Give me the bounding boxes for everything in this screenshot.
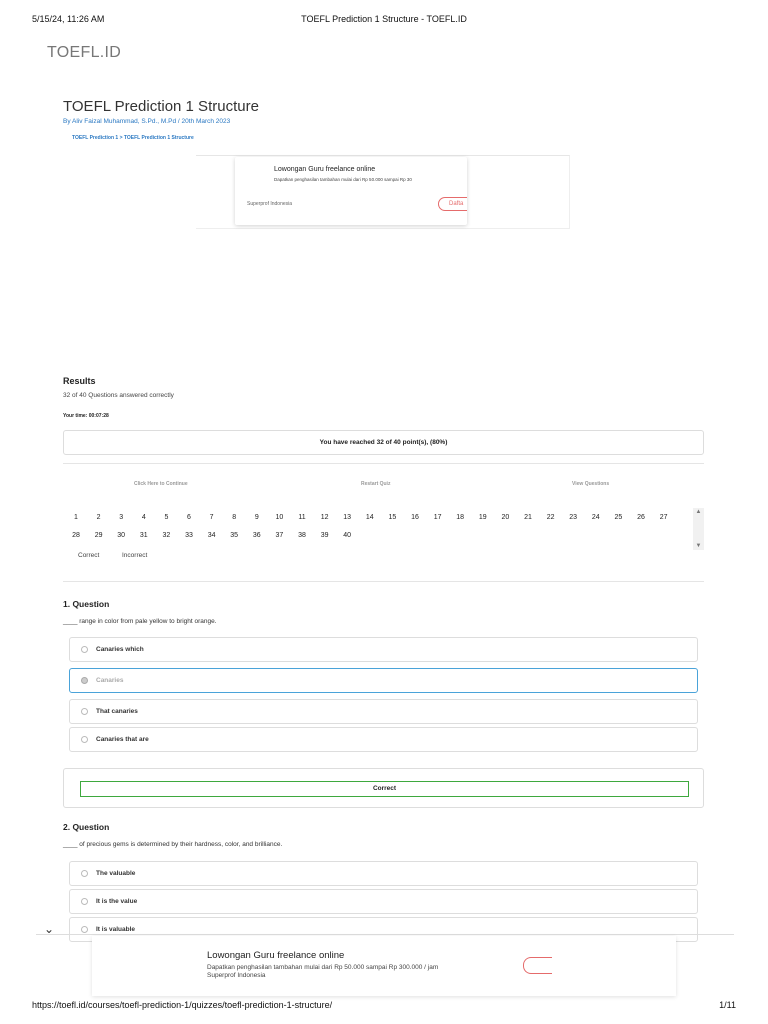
- question-number[interactable]: 16: [411, 514, 419, 521]
- answer-option-label: Canaries which: [96, 646, 144, 653]
- ad-brand: Superprof Indonesia: [207, 972, 266, 979]
- radio-icon[interactable]: [81, 677, 88, 684]
- breadcrumb[interactable]: TOEFL Prediction 1 > TOEFL Prediction 1 Structure: [72, 135, 194, 141]
- ad-card-bottom[interactable]: [92, 936, 676, 996]
- ad-description: Dapatkan penghasilan tambahan mulai dari Rp 50.000 sampai Rp 300.000 / jam: [207, 964, 439, 971]
- ad-title[interactable]: Lowongan Guru freelance online: [274, 166, 376, 173]
- question-number[interactable]: 10: [275, 514, 284, 521]
- question-number[interactable]: 9: [254, 514, 259, 521]
- scrollbar[interactable]: [693, 508, 704, 550]
- triangle-down-icon[interactable]: ▼: [695, 543, 702, 549]
- triangle-up-icon[interactable]: ▲: [695, 509, 702, 515]
- question-number[interactable]: 28: [72, 532, 80, 539]
- question-number[interactable]: 8: [232, 514, 237, 521]
- question-number[interactable]: 13: [343, 514, 352, 521]
- question-number[interactable]: 5: [164, 514, 169, 521]
- print-date: 5/15/24, 11:26 AM: [32, 14, 105, 24]
- question-number[interactable]: 38: [298, 532, 306, 539]
- restart-quiz-button[interactable]: Restart Quiz: [361, 481, 391, 487]
- print-page-number: 1/11: [719, 1000, 736, 1010]
- question-number[interactable]: 15: [388, 514, 397, 521]
- question-number[interactable]: 40: [343, 532, 352, 539]
- feedback-box: [63, 768, 704, 808]
- legend-correct: Correct: [78, 552, 100, 559]
- question-title: 1. Question: [63, 599, 110, 609]
- radio-icon[interactable]: [81, 708, 88, 715]
- question-number[interactable]: 20: [501, 514, 510, 521]
- legend-incorrect: Incorrect: [122, 552, 148, 559]
- question-number[interactable]: 25: [614, 514, 623, 521]
- answer-option-label: That canaries: [96, 708, 138, 715]
- answer-option-label: Canaries that are: [96, 736, 149, 743]
- answer-option[interactable]: [69, 699, 698, 724]
- question-number[interactable]: 31: [139, 532, 148, 539]
- page-title: TOEFL Prediction 1 Structure: [63, 98, 259, 115]
- answer-option[interactable]: [69, 861, 698, 886]
- question-number[interactable]: 21: [524, 514, 532, 521]
- question-number[interactable]: 2: [96, 514, 101, 521]
- ad-cover: [552, 936, 676, 996]
- answer-option[interactable]: [69, 637, 698, 662]
- question-number[interactable]: 22: [546, 514, 555, 521]
- question-number[interactable]: 36: [252, 532, 261, 539]
- ad-brand: Superprof Indonesia: [247, 201, 293, 207]
- question-number[interactable]: 11: [298, 514, 306, 521]
- question-number[interactable]: 39: [320, 532, 329, 539]
- answer-option-label: It is valuable: [96, 926, 136, 933]
- quiz-time: Your time: 00:07:28: [63, 413, 109, 419]
- question-number[interactable]: 34: [207, 532, 216, 539]
- radio-icon[interactable]: [81, 898, 88, 905]
- answer-option[interactable]: [69, 889, 698, 914]
- question-number[interactable]: 4: [141, 514, 146, 521]
- continue-button[interactable]: Click Here to Continue: [134, 481, 188, 487]
- question-number[interactable]: 24: [591, 514, 600, 521]
- view-questions-button[interactable]: View Questions: [572, 481, 610, 487]
- divider: [63, 581, 704, 582]
- question-number[interactable]: 18: [456, 514, 465, 521]
- question-text: ____ range in color from pale yellow to bright orange.: [63, 618, 217, 625]
- radio-icon[interactable]: [81, 736, 88, 743]
- answer-option-label: Canaries: [96, 677, 124, 684]
- question-text: ____ of precious gems is determined by their hardness, color, and brilliance.: [63, 841, 283, 848]
- question-number[interactable]: 27: [659, 514, 668, 521]
- answer-option[interactable]: [69, 727, 698, 752]
- answer-option-label: It is the value: [96, 898, 138, 905]
- question-number[interactable]: 19: [478, 514, 487, 521]
- question-number[interactable]: 29: [94, 532, 103, 539]
- points-box: You have reached 32 of 40 point(s), (80%): [63, 430, 704, 455]
- site-logo[interactable]: TOEFL.ID: [47, 44, 122, 61]
- question-number[interactable]: 33: [185, 532, 193, 539]
- divider: [63, 463, 704, 464]
- ad-divider: [36, 934, 734, 935]
- answer-option-label: The valuable: [96, 870, 136, 877]
- question-number[interactable]: 26: [637, 514, 645, 521]
- byline[interactable]: By Aliv Faizal Muhammad, S.Pd., M.Pd / 20th March 2023: [63, 118, 231, 125]
- question-navigator: [63, 508, 704, 550]
- radio-icon[interactable]: [81, 926, 88, 933]
- radio-icon[interactable]: [81, 646, 88, 653]
- results-summary: 32 of 40 Questions answered correctly: [63, 392, 174, 399]
- chevron-down-icon[interactable]: ⌄: [44, 922, 55, 936]
- question-title: 2. Question: [63, 822, 110, 832]
- ad-card-top[interactable]: [235, 157, 467, 225]
- question-number[interactable]: 1: [74, 514, 78, 521]
- question-number[interactable]: 6: [187, 514, 191, 521]
- ad-description: Dapatkan penghasilan tambahan mulai dari Rp 50.000 sampai Rp 30: [274, 177, 412, 182]
- ad-register-button[interactable]: Dafta: [438, 197, 467, 211]
- ad-title[interactable]: Lowongan Guru freelance online: [207, 950, 345, 961]
- question-number[interactable]: 30: [117, 532, 126, 539]
- print-url: https://toefl.id/courses/toefl-prediction-1/quizzes/toefl-prediction-1-structure/: [32, 1000, 333, 1010]
- question-number[interactable]: 37: [275, 532, 284, 539]
- question-number[interactable]: 14: [365, 514, 374, 521]
- question-number[interactable]: 32: [162, 532, 171, 539]
- radio-icon[interactable]: [81, 870, 88, 877]
- question-number[interactable]: 12: [320, 514, 329, 521]
- answer-option-selected[interactable]: [69, 668, 698, 693]
- question-number[interactable]: 7: [209, 514, 214, 521]
- question-number[interactable]: 35: [230, 532, 239, 539]
- feedback-correct: Correct: [80, 781, 689, 797]
- question-number[interactable]: 17: [433, 514, 442, 521]
- results-heading: Results: [63, 376, 96, 386]
- print-title: TOEFL Prediction 1 Structure - TOEFL.ID: [301, 14, 467, 24]
- question-number[interactable]: 23: [569, 514, 578, 521]
- question-number[interactable]: 3: [119, 514, 124, 521]
